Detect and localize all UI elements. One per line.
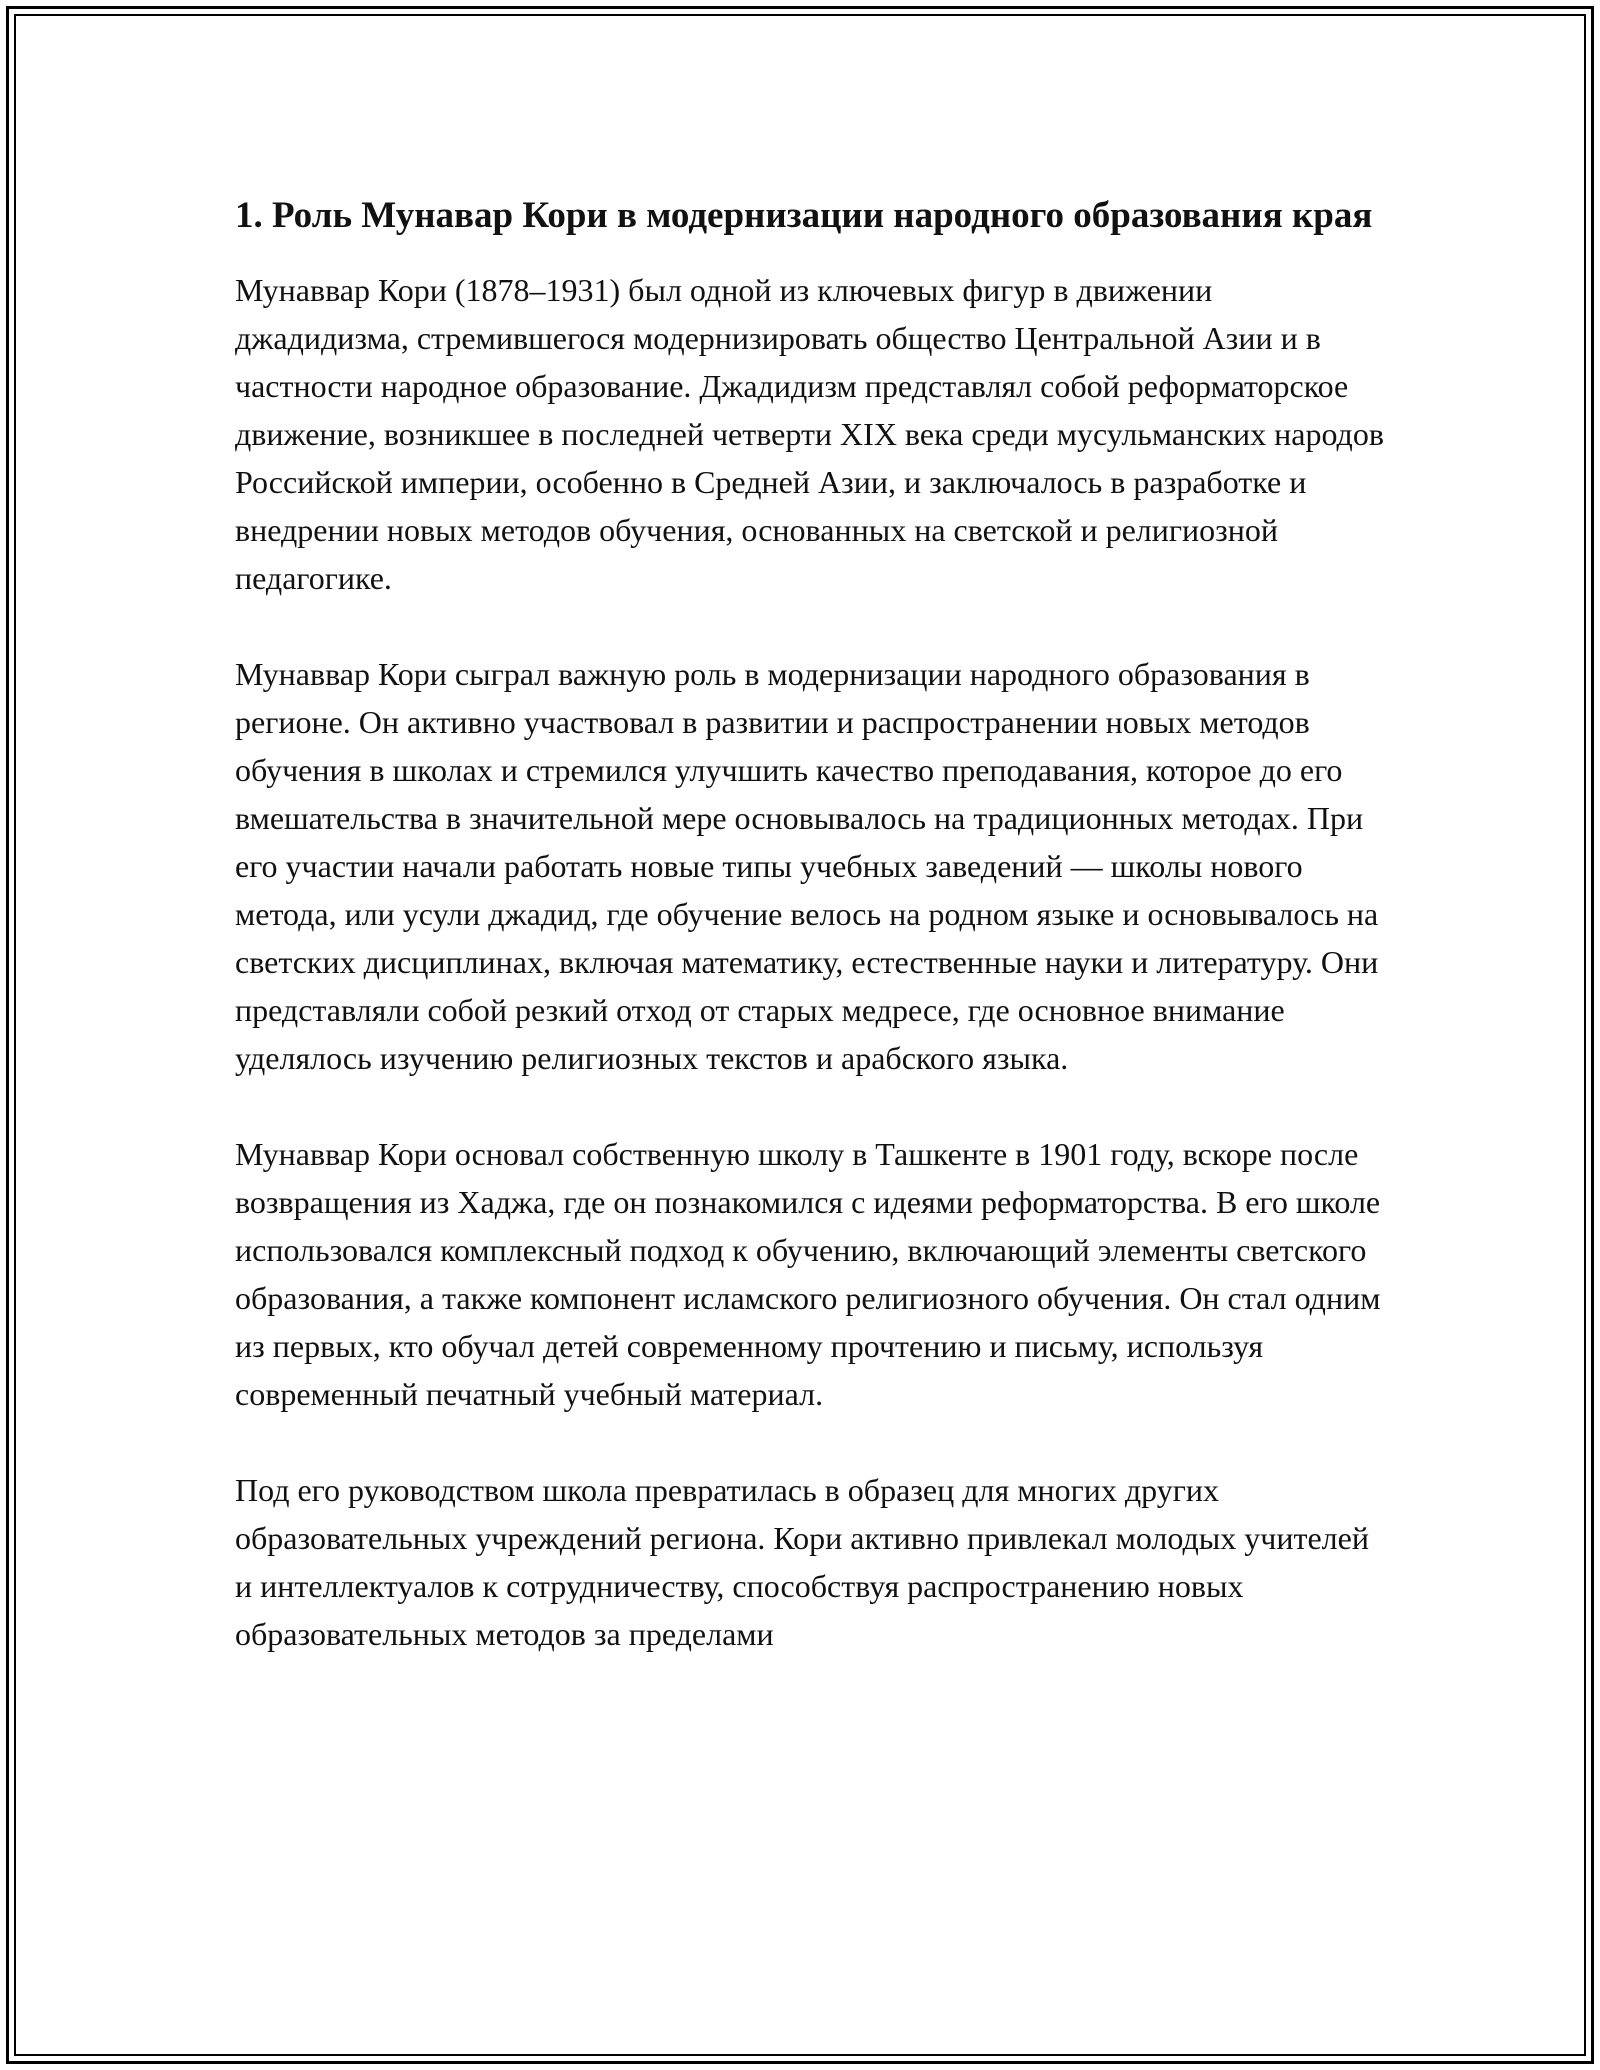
paragraph-2: Мунаввар Кори сыграл важную роль в модернизации народного образования в регионе. Он активно участвовал в развитии и распространении новых методов обучения в школах и стремился улучшить качество преподавания, которое до его вмешательства в значительной мере основывалось на традиционных методах. При его участии начали работать новые типы учебных заведений — школы нового метода, или усули джадид, где обучение велось на родном языке и основывалось на светских дисциплинах, включая математику, естественные науки и литературу. Они представляли собой резкий отход от старых медресе, где основное внимание уделялось изучению религиозных текстов и арабского языка.: [235, 656, 1379, 1076]
document-body: [235, 188, 1385, 1706]
section-heading: 1. Роль Мунавар Кори в модернизации народного образования края: [235, 195, 1373, 236]
paragraph-3: Мунаввар Кори основал собственную школу в Ташкенте в 1901 году, вскоре после возвращения из Хаджа, где он познакомился с идеями реформаторства. В его школе использовался комплексный подход к обучению, включающий элементы светского образования, а также компонент исламского религиозного обучения. Он стал одним из первых, кто обучал детей современному прочтению и письму, используя современный печатный учебный материал.: [235, 1136, 1381, 1412]
paragraph-4: Под его руководством школа превратилась в образец для многих других образовательных учреждений региона. Кори активно привлекал молодых учителей и интеллектуалов к сотрудничеству, способствуя распространению новых образовательных методов за пределами: [235, 1472, 1369, 1652]
paragraph-1: Мунаввар Кори (1878–1931) был одной из ключевых фигур в движении джадидизма, стремившегося модернизировать общество Центральной Азии и в частности народное образование. Джадидизм представлял собой реформаторское движение, возникшее в последней четверти XIX века среди мусульманских народов Российской империи, особенно в Средней Азии, и заключалось в разработке и внедрении новых методов обучения, основанных на светской и религиозной педагогике.: [235, 272, 1384, 596]
